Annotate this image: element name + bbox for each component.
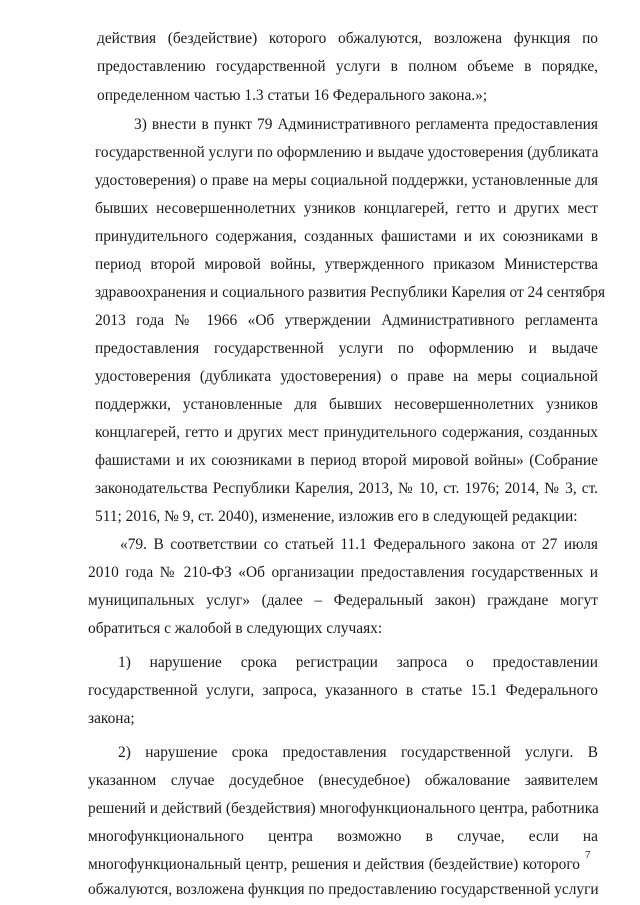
text-line: 1) нарушение срока регистрации запроса о предоставлении: [118, 654, 598, 671]
text-line: решений и действий (бездействия) многофункционального центра, работника: [88, 800, 599, 817]
text-line: удостоверения (дубликата удостоверения) о праве на меры социальной: [95, 368, 598, 385]
text-line: многофункционального центра возможно в случае, если на: [88, 828, 598, 845]
text-line: период второй мировой войны, утвержденного приказом Министерства: [95, 256, 598, 273]
text-line: бывших несовершеннолетних узников концлагерей, гетто и других мест: [95, 200, 598, 217]
text-line: действия (бездействие) которого обжалуются, возложена функция по: [97, 30, 598, 47]
text-line: 2013 года № 1966 «Об утверждении Административного регламента: [95, 312, 598, 329]
text-line: предоставления государственной услуги по оформлению и выдаче: [95, 340, 598, 357]
text-line: многофункциональный центр, решения и действия (бездействие) которого: [88, 856, 580, 873]
text-line: определенном частью 1.3 статьи 16 Федерального закона.»;: [97, 87, 488, 104]
text-line: здравоохранения и социального развития Республики Карелия от 24 сентября: [95, 284, 606, 301]
text-line: 511; 2016, № 9, ст. 2040), изменение, изложив его в следующей редакции:: [95, 508, 578, 525]
text-line: удостоверения) о праве на меры социальной поддержки, установленные для: [95, 172, 598, 189]
text-line: 3) внести в пункт 79 Административного регламента предоставления: [134, 116, 598, 133]
text-line: фашистами и их союзниками в период второй мировой войны» (Собрание: [95, 452, 598, 469]
text-line: 2) нарушение срока предоставления государственной услуги. В: [118, 744, 598, 761]
text-line: концлагерей, гетто и других мест принудительного содержания, созданных: [95, 424, 598, 441]
text-line: «79. В соответствии со статьей 11.1 Федерального закона от 27 июля: [120, 536, 598, 553]
text-line: предоставлению государственной услуги в полном объеме в порядке,: [97, 58, 598, 75]
text-line: поддержки, установленные для бывших несовершеннолетних узников: [95, 396, 598, 413]
page-number: 7: [585, 849, 591, 861]
text-line: закона;: [88, 710, 135, 727]
text-line: обжалуются, возложена функция по предоставлению государственной услуги: [88, 881, 599, 898]
text-line: государственной услуги, запроса, указанного в статье 15.1 Федерального: [88, 682, 598, 699]
text-line: муниципальных услуг» (далее – Федеральный закон) граждане могут: [88, 592, 598, 609]
text-line: обратиться с жалобой в следующих случаях:: [88, 620, 383, 637]
text-line: государственной услуги по оформлению и выдаче удостоверения (дубликата: [95, 144, 599, 161]
text-line: законодательства Республики Карелия, 2013, № 10, ст. 1976; 2014, № 3, ст.: [95, 480, 598, 497]
text-line: указанном случае досудебное (внесудебное) обжалование заявителем: [88, 772, 598, 789]
text-line: принудительного содержания, созданных фашистами и их союзниками в: [95, 228, 598, 245]
text-line: 2010 года № 210-ФЗ «Об организации предоставления государственных и: [88, 564, 598, 581]
